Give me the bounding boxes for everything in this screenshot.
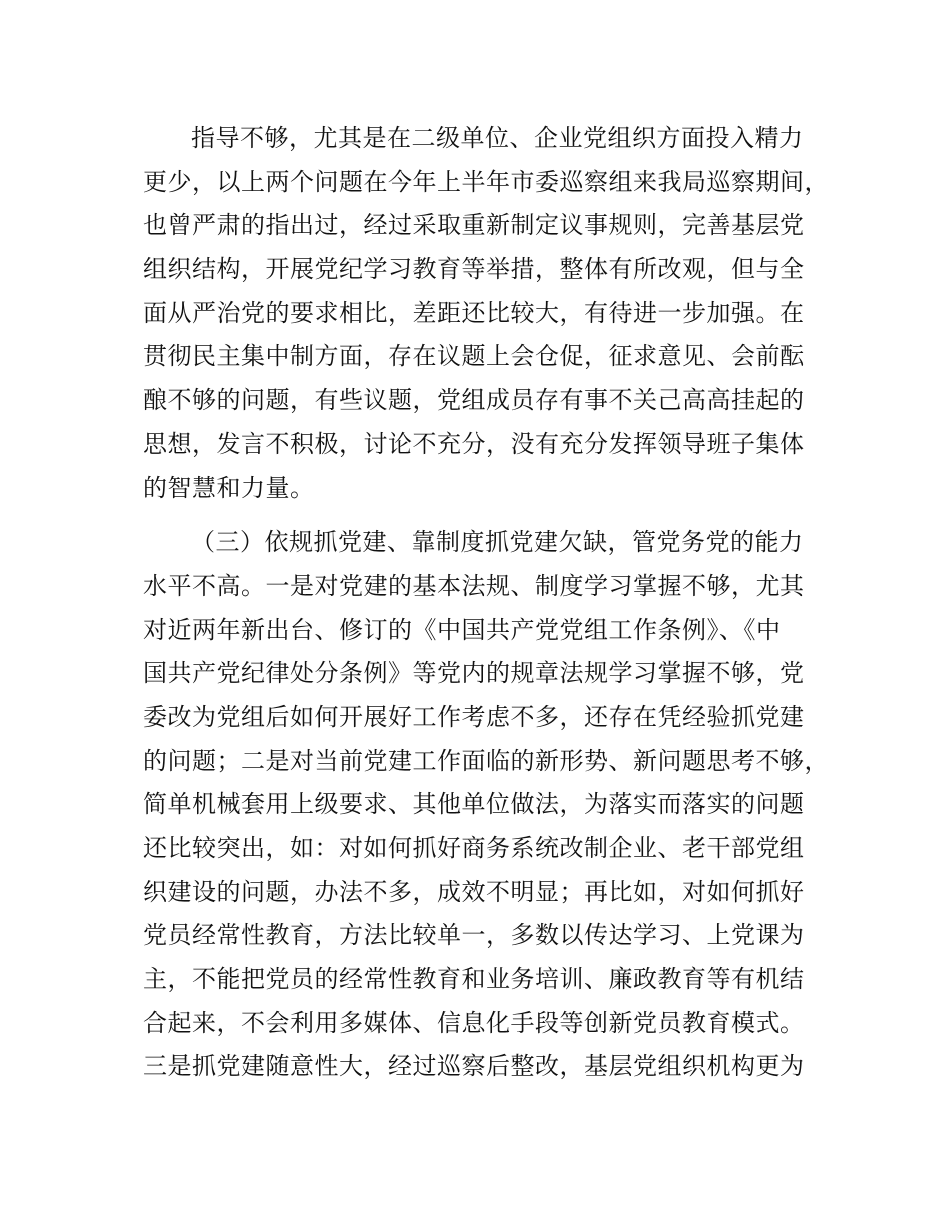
text-line: 思想，发言不积极，讨论不充分，没有充分发挥领导班子集体 bbox=[143, 429, 805, 458]
text-line: 水平不高。一是对党建的基本法规、制度学习掌握不够，尤其 bbox=[143, 571, 805, 600]
text-line: 合起来，不会利用多媒体、信息化手段等创新党员教育模式。 bbox=[143, 1008, 805, 1037]
text-line: 面从严治党的要求相比，差距还比较大，有待进一步加强。在 bbox=[143, 298, 805, 327]
text-line: （三）依规抓党建、靠制度抓党建欠缺，管党务党的能力 bbox=[191, 528, 804, 557]
text-line: 党员经常性教育，方法比较单一，多数以传达学习、上党课为 bbox=[143, 921, 805, 950]
text-line: 的问题；二是对当前党建工作面临的新形势、新问题思考不够， bbox=[143, 746, 829, 775]
text-line: 织建设的问题，办法不多，成效不明显；再比如，对如何抓好 bbox=[143, 877, 805, 906]
text-line: 还比较突出，如：对如何抓好商务系统改制企业、老干部党组 bbox=[143, 834, 805, 862]
text-line: 委改为党组后如何开展好工作考虑不多，还存在凭经验抓党建 bbox=[143, 702, 805, 731]
text-line: 也曾严肃的指出过，经过采取重新制定议事规则，完善基层党 bbox=[143, 211, 805, 240]
text-line: 对近两年新出台、修订的《中国共产党党组工作条例》、《中 bbox=[143, 615, 781, 644]
text-line: 指导不够，尤其是在二级单位、企业党组织方面投入精力 bbox=[191, 124, 804, 152]
document-body bbox=[143, 117, 843, 1089]
text-line: 国共产党纪律处分条例》等党内的规章法规学习掌握不够，党 bbox=[143, 659, 805, 688]
text-line: 贯彻民主集中制方面，存在议题上会仓促，征求意见、会前酝 bbox=[143, 342, 805, 371]
text-line: 主，不能把党员的经常性教育和业务培训、廉政教育等有机结 bbox=[143, 965, 805, 994]
paragraph-2 bbox=[143, 521, 843, 1089]
text-line: 的智慧和力量。 bbox=[143, 473, 315, 502]
text-line: 酿不够的问题，有些议题，党组成员存有事不关己高高挂起的 bbox=[143, 386, 805, 415]
paragraph-spacer bbox=[143, 510, 843, 521]
text-line: 三是抓党建随意性大，经过巡察后整改，基层党组织机构更为 bbox=[143, 1052, 805, 1081]
text-line: 组织结构，开展党纪学习教育等举措，整体有所改观，但与全 bbox=[143, 255, 805, 284]
text-line: 更少，以上两个问题在今年上半年市委巡察组来我局巡察期间， bbox=[143, 167, 829, 196]
text-line: 简单机械套用上级要求、其他单位做法，为落实而落实的问题 bbox=[143, 790, 805, 819]
paragraph-1 bbox=[143, 117, 843, 510]
